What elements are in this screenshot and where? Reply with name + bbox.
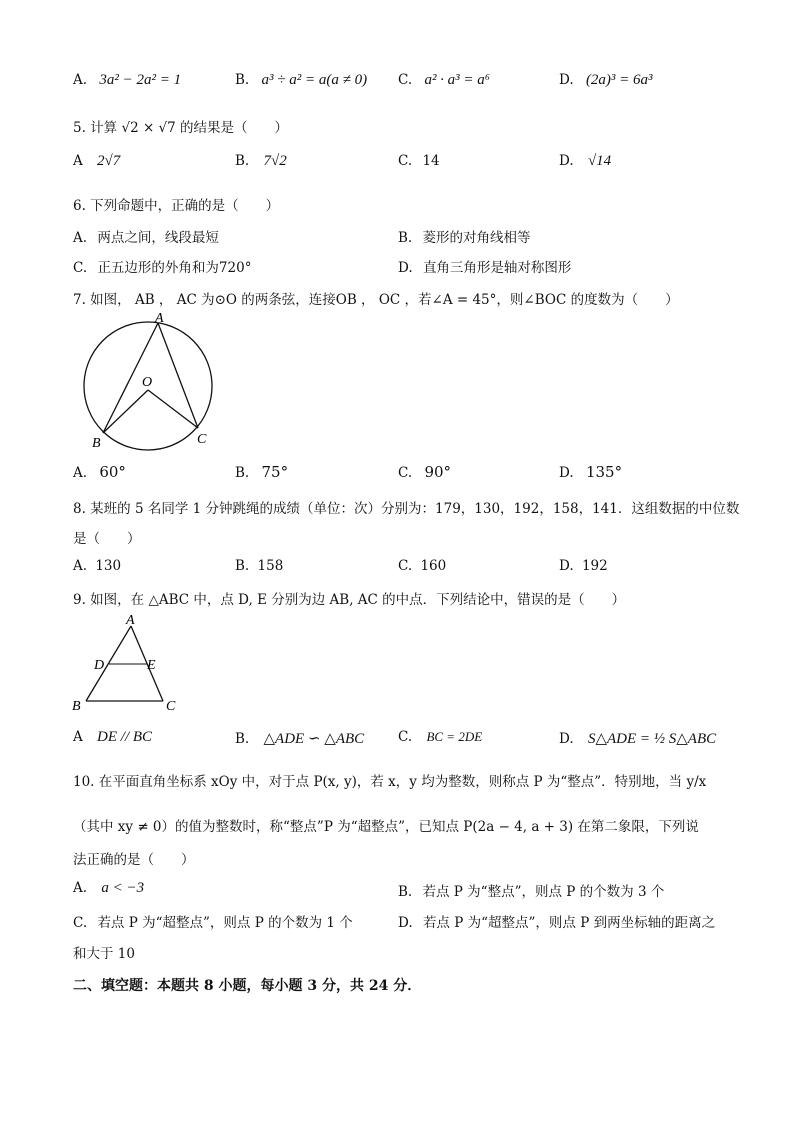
option-expr: △ADE ∽ △ABC xyxy=(263,731,365,747)
q8-option-b xyxy=(235,558,283,574)
option-text: 两点之间，线段最短 xyxy=(97,230,219,246)
option-expr: 135° xyxy=(585,463,623,481)
option-expr: 160 xyxy=(420,558,447,574)
option-text: 菱形的对角线相等 xyxy=(422,230,531,246)
label-b: B xyxy=(92,436,101,451)
q4-option-c xyxy=(398,72,490,89)
q7-circle-figure xyxy=(80,310,230,452)
q6-option-b xyxy=(398,226,531,246)
option-expr: (2a)³ = 6a³ xyxy=(585,72,653,88)
q9-triangle-figure xyxy=(68,612,188,714)
radius-ob xyxy=(103,390,148,433)
q10-option-d xyxy=(398,911,715,931)
option-label: C. xyxy=(73,915,88,931)
q10-option-d-continued: 和大于 10 xyxy=(73,946,135,962)
label-d: D xyxy=(94,658,105,673)
q8-stem-line2: 是（ ） xyxy=(73,531,141,547)
q7-option-b xyxy=(235,463,288,481)
option-label: C. xyxy=(398,153,413,169)
q8-option-d xyxy=(559,558,608,574)
q9-option-d xyxy=(559,729,716,748)
option-expr: DE // BC xyxy=(97,729,153,745)
option-label: C. xyxy=(398,465,413,481)
option-label: D. xyxy=(398,915,413,931)
q6-option-a xyxy=(73,226,219,246)
q8-stem-line1: 8. 某班的 5 名同学 1 分钟跳绳的成绩（单位：次）分别为：179，130，192，158，141．这组数据的中位数 xyxy=(73,501,740,517)
q9-option-c xyxy=(398,729,482,745)
option-expr: 3a² − 2a² = 1 xyxy=(99,72,182,88)
q5-option-d xyxy=(559,153,611,170)
q7-option-c xyxy=(398,463,451,481)
option-label: A. xyxy=(73,465,88,481)
q6-stem: 6. 下列命题中，正确的是（ ） xyxy=(73,198,280,214)
option-label: B. xyxy=(235,72,250,88)
option-label: B. xyxy=(235,731,250,747)
option-label: D. xyxy=(398,260,413,276)
q9-option-a xyxy=(73,729,152,746)
label-a: A xyxy=(155,311,164,326)
option-label: D. xyxy=(559,731,574,747)
option-text: 若点 P 为“超整点”，则点 P 的个数为 1 个 xyxy=(97,915,353,931)
option-expr: 192 xyxy=(581,558,608,574)
option-expr: 60° xyxy=(99,463,126,481)
option-label: A. xyxy=(73,72,88,88)
option-label: D. xyxy=(559,153,574,169)
q6-option-c xyxy=(73,256,251,276)
option-expr: 158 xyxy=(257,558,284,574)
q5-option-c xyxy=(398,153,440,169)
option-label: B. xyxy=(398,230,413,246)
q10-stem-line2: （其中 xy ≠ 0）的值为整数时，称“整点”P 为“超整点”，已知点 P(2a − 4, a + 3) 在第二象限，下列说 xyxy=(73,819,699,835)
option-label: C. xyxy=(398,729,413,745)
q7-option-a xyxy=(73,463,126,481)
option-label: A. xyxy=(73,558,88,574)
option-label: B. xyxy=(235,465,250,481)
option-label: C. xyxy=(398,558,413,574)
q5-stem: 5. 计算 √2 × √7 的结果是（ ） xyxy=(73,120,289,136)
q5-option-a xyxy=(73,153,120,170)
q8-option-a xyxy=(73,558,121,574)
option-label: A. xyxy=(73,230,88,246)
q4-option-b xyxy=(235,72,367,89)
option-expr: √14 xyxy=(587,153,612,169)
label-c: C xyxy=(197,432,207,447)
q9-option-b xyxy=(235,729,364,748)
q6-option-d xyxy=(398,256,571,276)
option-expr: 7√2 xyxy=(263,153,287,169)
option-expr: 2√7 xyxy=(97,153,121,169)
q9-stem: 9. 如图，在 △ABC 中，点 D, E 分别为边 AB, AC 的中点．下列结论中，错误的是（ ） xyxy=(73,592,626,608)
option-expr: a² · a³ = a⁶ xyxy=(424,72,491,88)
option-text: 直角三角形是轴对称图形 xyxy=(422,260,572,276)
option-expr: 130 xyxy=(95,558,122,574)
q4-option-d xyxy=(559,72,653,89)
q10-option-c xyxy=(73,911,353,931)
option-label: D. xyxy=(559,72,574,88)
q7-stem: 7. 如图， AB ， AC 为⊙O 的两条弦，连接OB ， OC ，若∠A = 45°，则∠BOC 的度数为（ ） xyxy=(73,292,679,308)
option-label: B. xyxy=(398,884,413,900)
option-expr: a³ ÷ a² = a(a ≠ 0) xyxy=(261,72,368,88)
q8-option-c xyxy=(398,558,446,574)
option-expr: 14 xyxy=(422,153,440,169)
option-label: D. xyxy=(559,465,574,481)
section-2-heading: 二、填空题：本题共 8 小题，每小题 3 分，共 24 分． xyxy=(73,978,422,994)
q7-option-d xyxy=(559,463,622,481)
option-text: 正五边形的外角和为720° xyxy=(97,260,252,276)
q10-option-b xyxy=(398,880,664,900)
q10-stem-line1: 10. 在平面直角坐标系 xOy 中，对于点 P(x, y)，若 x，y 均为整数，则称点 P 为“整点”．特别地，当 y/x xyxy=(73,774,707,790)
option-label: C. xyxy=(73,260,88,276)
option-text: 若点 P 为“超整点”，则点 P 到两坐标轴的距离之 xyxy=(422,915,716,931)
option-label: B. xyxy=(235,558,250,574)
label-o: O xyxy=(142,375,153,390)
q10-option-a xyxy=(73,880,144,897)
option-expr: 90° xyxy=(424,463,452,481)
label-c: C xyxy=(166,699,176,714)
label-e: E xyxy=(147,658,156,673)
option-label: D. xyxy=(559,558,574,574)
label-a: A xyxy=(126,613,135,628)
q4-option-a xyxy=(73,72,181,89)
option-label: A xyxy=(73,729,83,745)
option-expr: BC = 2DE xyxy=(426,729,483,744)
q10-stem-line3: 法正确的是（ ） xyxy=(73,852,195,868)
option-label: A. xyxy=(73,880,88,896)
label-b: B xyxy=(72,699,81,714)
option-expr: S△ADE = ½ S△ABC xyxy=(587,731,717,747)
option-label: C. xyxy=(398,72,413,88)
option-text: 若点 P 为“整点”，则点 P 的个数为 3 个 xyxy=(422,884,665,900)
option-text: a < −3 xyxy=(101,880,145,896)
option-label: B. xyxy=(235,153,250,169)
q5-option-b xyxy=(235,153,287,170)
option-label: A xyxy=(73,153,83,169)
option-expr: 75° xyxy=(261,463,289,481)
